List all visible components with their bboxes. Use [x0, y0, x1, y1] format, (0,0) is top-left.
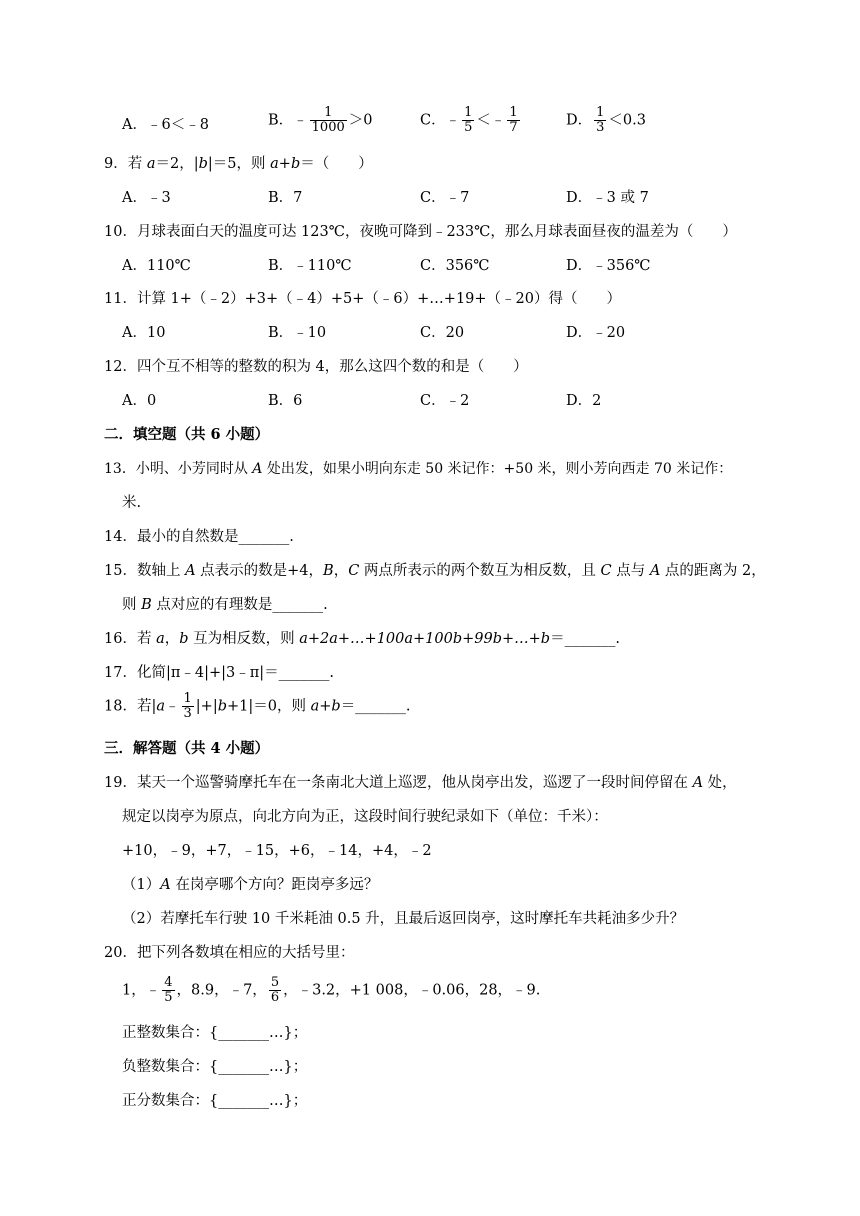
- q12-option-a: A．0: [122, 393, 157, 409]
- fraction: $\frac{1}{7}$: [509, 105, 518, 135]
- fraction: $\frac{5}{6}$: [270, 975, 280, 1005]
- q9-option-c: C．﹣7: [420, 190, 470, 206]
- positive-fraction-set: 正分数集合：{_______…}；: [122, 1093, 308, 1109]
- q12-option-b: B．6: [268, 393, 303, 409]
- question-13: 13．小明、小芳同时从 A 处出发，如果小明向东走 50 米记作：+50 米，则小芳向西走 70 米记作：: [104, 461, 733, 477]
- question-10: 10．月球表面白天的温度可达 123℃，夜晚可降到﹣233℃，那么月球表面昼夜的温差为（ ）: [104, 224, 737, 240]
- question-20: 20．把下列各数填在相应的大括号里：: [104, 945, 355, 961]
- q10-option-a: A．110℃: [122, 258, 191, 274]
- q8-option-a: A．﹣6＜﹣8: [122, 117, 209, 133]
- fraction: $\frac{4}{5}$: [164, 975, 173, 1005]
- negative-integer-set: 负整数集合：{_______…}；: [122, 1059, 308, 1075]
- question-9: 9．若 a＝2，|b|＝5，则 a+b＝（ ）: [104, 156, 373, 172]
- question-18: 18．若|a﹣ $\frac{1}{3}$ |+|b+1|＝0，则 a+b＝_______.: [104, 691, 411, 721]
- fraction: $\frac{1}{5}$: [464, 105, 473, 135]
- q11-option-d: D．﹣20: [566, 325, 626, 341]
- q8-option-d: D． $\frac{1}{3}$ ＜0.3: [566, 105, 646, 135]
- fraction: $\frac{1}{3}$: [596, 105, 605, 135]
- q10-option-d: D．﹣356℃: [566, 258, 651, 274]
- question-19-part2: （2）若摩托车行驶 10 千米耗油 0.5 升，且最后返回岗亭，这时摩托车共耗油多少升？: [122, 911, 685, 927]
- question-12: 12．四个互不相等的整数的积为 4，那么这四个数的和是（ ）: [104, 359, 528, 375]
- question-14: 14．最小的自然数是_______.: [104, 529, 294, 545]
- q12-option-d: D．2: [566, 393, 602, 409]
- fraction: $\frac{1}{1000}$: [311, 105, 345, 135]
- question-17: 17．化简|π﹣4|+|3﹣π|＝_______.: [104, 665, 335, 681]
- question-19-part1: （1）A 在岗亭哪个方向？距岗亭多远？: [122, 877, 379, 893]
- positive-integer-set: 正整数集合：{_______…}；: [122, 1025, 308, 1041]
- question-19: 19．某天一个巡警骑摩托车在一条南北大道上巡逻，他从岗亭出发，巡逻了一段时间停留在 A 处，: [104, 775, 737, 791]
- q11-option-b: B．﹣10: [268, 325, 327, 341]
- question-15: 15．数轴上 A 点表示的数是+4，B，C 两点所表示的两个数互为相反数，且 C 点与 A 点的距离为 2，: [104, 563, 766, 579]
- q9-option-b: B．7: [268, 190, 303, 206]
- q12-option-c: C．﹣2: [420, 393, 470, 409]
- q8-option-b: B．﹣ $\frac{1}{1000}$ ＞0: [268, 105, 373, 135]
- question-16: 16．若 a，b 互为相反数，则 a+2a+…+100a+100b+99b+…+b＝_______.: [104, 631, 620, 647]
- q10-option-b: B．﹣110℃: [268, 258, 352, 274]
- q11-option-c: C．20: [420, 325, 465, 341]
- question-11: 11．计算 1+（﹣2）+3+（﹣4）+5+（﹣6）+…+19+（﹣20）得（ ）: [104, 291, 622, 307]
- question-19-records: +10，﹣9，+7，﹣15，+6，﹣14，+4，﹣2: [122, 843, 432, 859]
- question-15-continued: 则 B 点对应的有理数是_______.: [122, 597, 328, 613]
- section-fill-in-heading: 二．填空题（共 6 小题）: [104, 426, 270, 443]
- q8-option-c: C．﹣ $\frac{1}{5}$ ＜﹣ $\frac{1}{7}$: [420, 105, 518, 135]
- q10-option-c: C．356℃: [420, 258, 490, 274]
- question-19-line2: 规定以岗亭为原点，向北方向为正，这段时间行驶纪录如下（单位：千米）：: [122, 809, 608, 825]
- q9-option-a: A．﹣3: [122, 190, 171, 206]
- fraction: $\frac{1}{3}$: [183, 691, 192, 721]
- question-20-numbers: 1，﹣ $\frac{4}{5}$ ，8.9，﹣7， $\frac{5}{6}$ ，﹣3.2，+1 008，﹣0.06，28，﹣9.: [122, 975, 541, 1005]
- section-solve-heading: 三．解答题（共 4 小题）: [104, 740, 270, 757]
- question-13-continued: 米.: [122, 495, 142, 511]
- q11-option-a: A．10: [122, 325, 166, 341]
- q9-option-d: D．﹣3 或 7: [566, 190, 649, 206]
